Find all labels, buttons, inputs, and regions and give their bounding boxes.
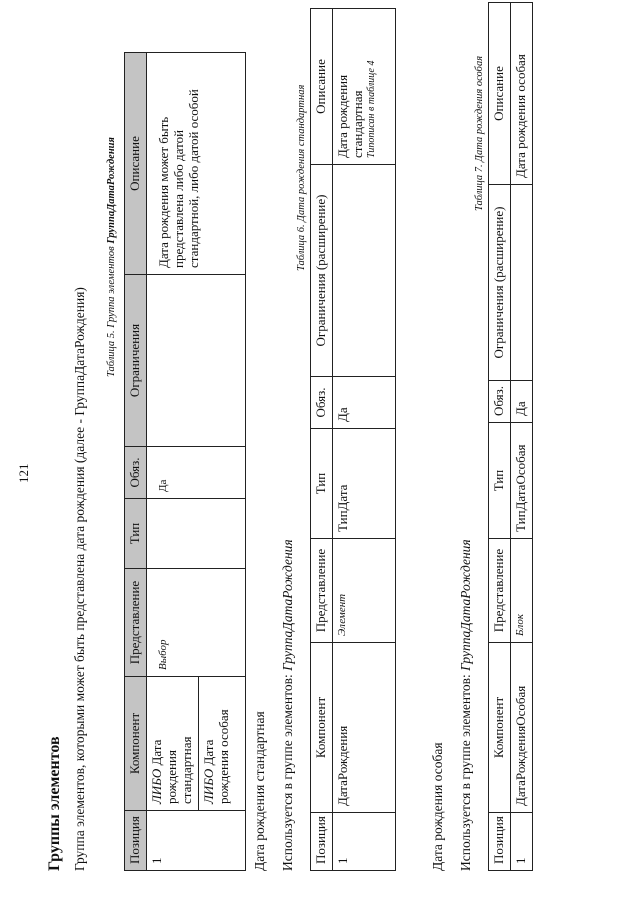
table7-header-required: Обяз. [489, 381, 511, 423]
component-label: Дата рождения особая [200, 709, 231, 804]
table5-header-row [125, 53, 147, 871]
table5-header-restrictions: Ограничения [125, 275, 147, 447]
table5-header-type: Тип [125, 499, 147, 569]
description-text: Дата рождения стандартная [334, 74, 365, 158]
table-row [146, 53, 198, 871]
table7-position: 1 [510, 813, 532, 871]
table6-header-type: Тип [311, 429, 333, 539]
component-label: Дата рождения стандартная [148, 736, 194, 804]
table7-title: Дата рождения особая [430, 742, 445, 871]
table5-component-option-2 [198, 677, 245, 811]
table-row [332, 9, 395, 871]
table5-caption [106, 137, 117, 377]
table7-restrictions [510, 185, 532, 381]
section-heading: Группы элементов [46, 736, 63, 871]
table6-header-component: Компонент [311, 643, 333, 813]
table7-type: ТипДатаОсобая [510, 423, 532, 539]
table7-header-representation: Представление [489, 539, 511, 643]
description-note: Типописан в таблице 4 [365, 60, 377, 158]
used-in-label: Используется в группе элементов: [458, 670, 473, 871]
table7-header-row [489, 3, 511, 871]
table6-restrictions [332, 165, 395, 377]
table7-header-restrictions: Ограничения (расширение) [489, 185, 511, 381]
table6-header-row [311, 9, 333, 871]
table7-header-description: Описание [489, 3, 511, 185]
page-number: 121 [16, 463, 31, 483]
table5-caption-name: ГруппаДатаРождения [106, 137, 117, 244]
table-row [510, 3, 532, 871]
table5-description: Дата рождения может быть представлена либо датой стандартной, либо датой особой [146, 53, 245, 275]
table5-representation: Выбор [146, 569, 245, 677]
table6 [310, 8, 396, 871]
table5-component-option-1 [146, 677, 198, 811]
table6-type: ТипДата [332, 429, 395, 539]
table7-used-in [458, 539, 474, 871]
rotated-sheet [12, 13, 627, 893]
table6-header-required: Обяз. [311, 377, 333, 429]
table6-header-position: Позиция [311, 813, 333, 871]
table6-header-description: Описание [311, 9, 333, 165]
table7-representation: Блок [510, 539, 532, 643]
table7-caption: Таблица 7. Дата рождения особая [474, 55, 485, 211]
intro-paragraph: Группа элементов, которыми может быть представлена дата рождения (далее - ГруппаДатаРождения) [72, 287, 87, 871]
either-label: ЛИБО [200, 768, 216, 804]
table5-type [146, 499, 245, 569]
table6-description [332, 9, 395, 165]
used-in-label: Используется в группе элементов: [280, 670, 295, 871]
table5-header-component: Компонент [125, 677, 147, 811]
table5-header-required: Обяз. [125, 447, 147, 499]
table5 [124, 52, 246, 871]
table6-required: Да [332, 377, 395, 429]
table7-header-position: Позиция [489, 813, 511, 871]
table5-restrictions [146, 275, 245, 447]
table6-header-representation: Представление [311, 539, 333, 643]
table5-header-position: Позиция [125, 811, 147, 871]
table6-caption: Таблица 6. Дата рождения стандартная [296, 84, 307, 271]
table6-position: 1 [332, 813, 395, 871]
table7-header-component: Компонент [489, 643, 511, 813]
table5-caption-prefix: Таблица 5. Группа элементов [106, 243, 117, 377]
table6-representation: Элемент [332, 539, 395, 643]
table5-header-description: Описание [125, 53, 147, 275]
used-in-group: ГруппаДатаРождения [458, 539, 473, 671]
table6-title: Дата рождения стандартная [252, 711, 267, 871]
table5-required: Да [146, 447, 245, 499]
table6-used-in [280, 539, 296, 871]
used-in-group: ГруппаДатаРождения [280, 539, 295, 671]
table7-description: Дата рождения особая [510, 3, 532, 185]
table7-header-type: Тип [489, 423, 511, 539]
table6-header-restrictions: Ограничения (расширение) [311, 165, 333, 377]
table7-required: Да [510, 381, 532, 423]
table5-position: 1 [146, 811, 245, 871]
table6-component: ДатаРождения [332, 643, 395, 813]
table5-header-representation: Представление [125, 569, 147, 677]
either-label: ЛИБО [148, 768, 164, 804]
table7 [488, 2, 533, 871]
table7-component: ДатаРожденияОсобая [510, 643, 532, 813]
